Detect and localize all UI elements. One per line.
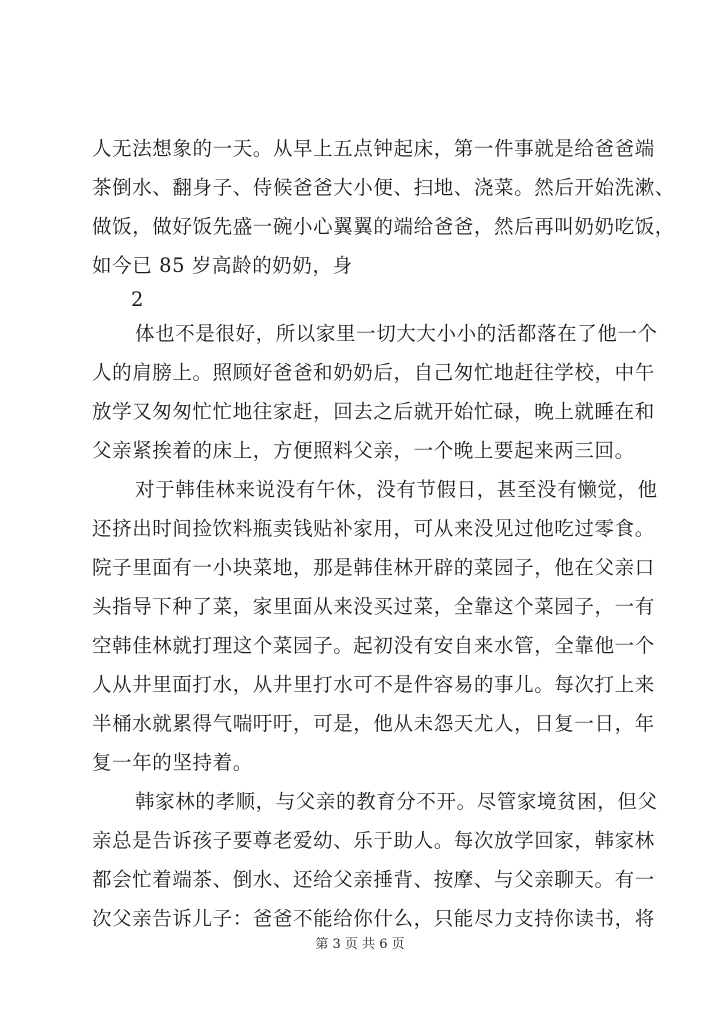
text-line: 院子里面有一小块菜地，那是韩佳林开辟的菜园子，他在父亲口: [92, 556, 655, 579]
text-line: 茶倒水、翻身子、侍候爸爸大小便、扫地、浇菜。然后开始洗漱、: [92, 176, 675, 199]
page-footer: 第 3 页 共 6 页: [315, 937, 405, 952]
text-line: 空韩佳林就打理这个菜园子。起初没有安自来水管，全靠他一个: [92, 634, 655, 657]
paragraph-first-line: 韩家林的孝顺，与父亲的教育分不开。尽管家境贫困，但父: [135, 790, 658, 813]
text-line: 还挤出时间捡饮料瓶卖钱贴补家用，可从来没见过他吃过零食。: [92, 517, 655, 540]
text-line: 复一年的坚持着。: [92, 751, 253, 774]
text-line: 亲总是告诉孩子要尊老爱幼、乐于助人。每次放学回家，韩家林: [92, 829, 655, 852]
paragraph-first-line: 对于韩佳林来说没有午休，没有节假日，甚至没有懒觉，他: [135, 478, 658, 501]
inline-page-number: 2: [131, 288, 144, 311]
text-line: 做饭，做好饭先盛一碗小心翼翼的端给爸爸，然后再叫奶奶吃饭，: [92, 215, 675, 238]
text-line: 都会忙着端茶、倒水、还给父亲捶背、按摩、与父亲聊天。有一: [92, 868, 655, 891]
text-line: 放学又匆匆忙忙地往家赶，回去之后就开始忙碌，晚上就睡在和: [92, 400, 655, 423]
text-line: 人的肩膀上。照顾好爸爸和奶奶后，自己匆忙地赶往学校，中午: [92, 361, 655, 384]
paragraph-first-line: 体也不是很好，所以家里一切大大小小的活都落在了他一个: [135, 322, 658, 345]
text-line: 次父亲告诉儿子：爸爸不能给你什么，只能尽力支持你读书，将: [92, 907, 655, 930]
text-line: 如今已 85 岁高龄的奶奶，身: [92, 254, 353, 277]
text-line: 人无法想象的一天。从早上五点钟起床，第一件事就是给爸爸端: [92, 137, 655, 160]
text-line: 半桶水就累得气喘吁吁，可是，他从未怨天尤人，日复一日，年: [92, 712, 655, 735]
text-line: 父亲紧挨着的床上，方便照料父亲，一个晚上要起来两三回。: [92, 439, 635, 462]
text-line: 人从井里面打水，从井里打水可不是件容易的事儿。每次打上来: [92, 673, 655, 696]
text-line: 头指导下种了菜，家里面从来没买过菜，全靠这个菜园子，一有: [92, 595, 655, 618]
